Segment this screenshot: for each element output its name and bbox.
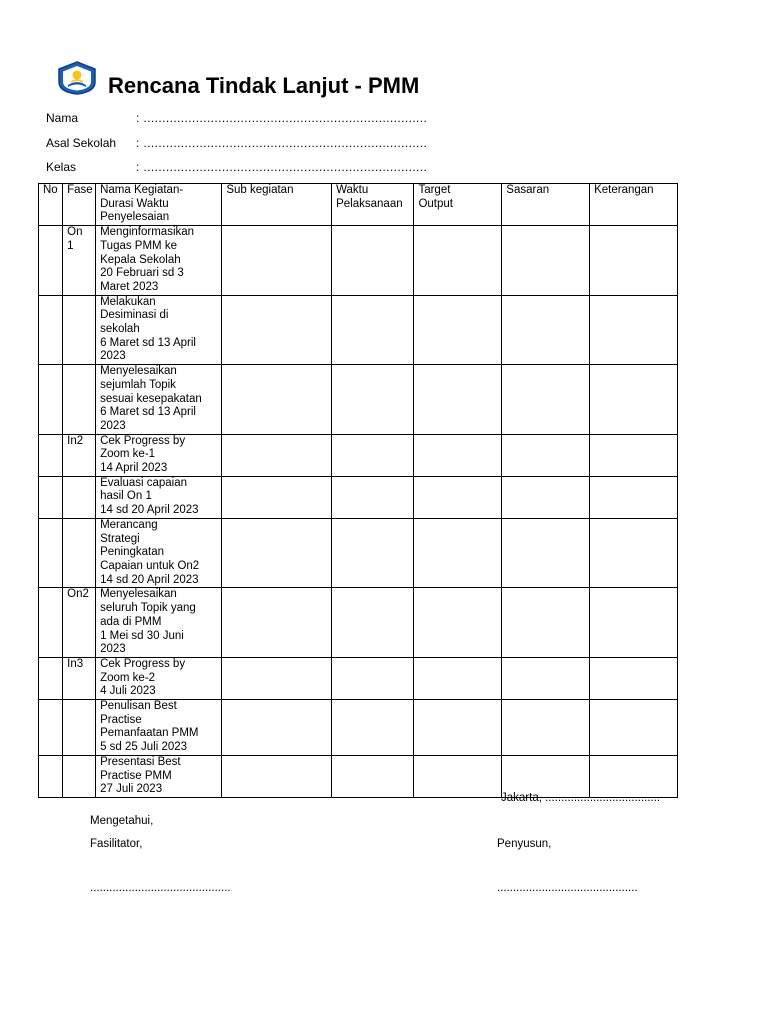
acknowledged-label: Mengetahui, — [90, 815, 154, 827]
cell-fase: On2 — [63, 588, 96, 658]
compiler-label: Penyusun, — [497, 838, 552, 850]
cell-no — [39, 588, 63, 658]
cell-waktu-pelaksanaan — [332, 434, 414, 476]
cell-waktu-pelaksanaan — [332, 365, 414, 435]
asal-sekolah-value: : ............................................................................ — [136, 136, 428, 150]
cell-fase: On 1 — [63, 226, 96, 296]
cell-no — [39, 518, 63, 588]
cell-nama-kegiatan: Melakukan Desiminasi di sekolah 6 Maret sd 13 April 2023 — [96, 295, 222, 365]
cell-keterangan — [590, 434, 678, 476]
cell-fase: In2 — [63, 434, 96, 476]
header-sub-kegiatan: Sub kegiatan — [222, 184, 332, 226]
table-row — [39, 657, 678, 699]
cell-waktu-pelaksanaan — [332, 518, 414, 588]
table-row — [39, 476, 678, 518]
cell-waktu-pelaksanaan — [332, 700, 414, 756]
cell-sub-kegiatan — [222, 518, 332, 588]
cell-waktu-pelaksanaan — [332, 588, 414, 658]
cell-sasaran — [502, 434, 590, 476]
cell-fase — [63, 755, 96, 797]
cell-waktu-pelaksanaan — [332, 755, 414, 797]
cell-sasaran — [502, 295, 590, 365]
cell-waktu-pelaksanaan — [332, 657, 414, 699]
table-header-row — [39, 184, 678, 226]
cell-keterangan — [590, 295, 678, 365]
cell-sub-kegiatan — [222, 588, 332, 658]
header-fase: Fase — [63, 184, 96, 226]
cell-no — [39, 755, 63, 797]
table-row — [39, 365, 678, 435]
cell-sub-kegiatan — [222, 434, 332, 476]
cell-keterangan — [590, 226, 678, 296]
page-title: Rencana Tindak Lanjut - PMM — [108, 73, 420, 98]
cell-sub-kegiatan — [222, 657, 332, 699]
tut-wuri-handayani-logo — [55, 60, 99, 96]
cell-no — [39, 295, 63, 365]
header-nama-kegiatan: Nama Kegiatan- Durasi Waktu Penyelesaian — [96, 184, 222, 226]
cell-no — [39, 657, 63, 699]
cell-sasaran — [502, 226, 590, 296]
cell-no — [39, 365, 63, 435]
cell-keterangan — [590, 518, 678, 588]
cell-fase — [63, 518, 96, 588]
cell-target-output — [414, 295, 502, 365]
cell-no — [39, 226, 63, 296]
header-sasaran: Sasaran — [502, 184, 590, 226]
cell-sub-kegiatan — [222, 700, 332, 756]
nama-label: Nama — [46, 111, 79, 125]
cell-target-output — [414, 657, 502, 699]
facilitator-signature-line: ............................................ — [90, 882, 231, 894]
table-row — [39, 434, 678, 476]
cell-sub-kegiatan — [222, 755, 332, 797]
action-plan-table — [38, 183, 678, 798]
kelas-field — [46, 159, 427, 175]
cell-target-output — [414, 588, 502, 658]
cell-sasaran — [502, 476, 590, 518]
cell-sub-kegiatan — [222, 226, 332, 296]
asal-sekolah-field — [46, 135, 427, 151]
asal-sekolah-label: Asal Sekolah — [46, 136, 117, 150]
cell-keterangan — [590, 476, 678, 518]
table-row — [39, 518, 678, 588]
cell-target-output — [414, 476, 502, 518]
cell-fase — [63, 365, 96, 435]
cell-target-output — [414, 434, 502, 476]
cell-no — [39, 476, 63, 518]
nama-value: : ............................................................................ — [136, 111, 428, 125]
cell-target-output — [414, 365, 502, 435]
cell-keterangan — [590, 588, 678, 658]
cell-nama-kegiatan: Merancang Strategi Peningkatan Capaian untuk On2 14 sd 20 April 2023 — [96, 518, 222, 588]
compiler-signature-line: ............................................ — [497, 882, 638, 894]
cell-nama-kegiatan: Menyelesaikan seluruh Topik yang ada di PMM 1 Mei sd 30 Juni 2023 — [96, 588, 222, 658]
nama-field — [46, 110, 427, 126]
kelas-label: Kelas — [46, 160, 77, 174]
cell-nama-kegiatan: Evaluasi capaian hasil On 1 14 sd 20 April 2023 — [96, 476, 222, 518]
cell-sub-kegiatan — [222, 295, 332, 365]
cell-keterangan — [590, 700, 678, 756]
cell-waktu-pelaksanaan — [332, 226, 414, 296]
cell-fase: In3 — [63, 657, 96, 699]
cell-nama-kegiatan: Cek Progress by Zoom ke-2 4 Juli 2023 — [96, 657, 222, 699]
cell-sasaran — [502, 588, 590, 658]
cell-nama-kegiatan: Menyelesaikan sejumlah Topik sesuai kesepakatan 6 Maret sd 13 April 2023 — [96, 365, 222, 435]
cell-target-output — [414, 755, 502, 797]
cell-waktu-pelaksanaan — [332, 476, 414, 518]
cell-nama-kegiatan: Menginformasikan Tugas PMM ke Kepala Sekolah 20 Februari sd 3 Maret 2023 — [96, 226, 222, 296]
cell-target-output — [414, 226, 502, 296]
header-waktu-pelaksanaan: Waktu Pelaksanaan — [332, 184, 414, 226]
cell-fase — [63, 295, 96, 365]
facilitator-label: Fasilitator, — [90, 838, 143, 850]
place-date-line: Jakarta, .................................... — [501, 792, 661, 804]
cell-sub-kegiatan — [222, 476, 332, 518]
cell-nama-kegiatan: Penulisan Best Practise Pemanfaatan PMM 5 sd 25 Juli 2023 — [96, 700, 222, 756]
cell-nama-kegiatan: Presentasi Best Practise PMM 27 Juli 2023 — [96, 755, 222, 797]
cell-sasaran — [502, 657, 590, 699]
cell-keterangan — [590, 657, 678, 699]
cell-fase — [63, 476, 96, 518]
cell-sasaran — [502, 700, 590, 756]
header-target-output: Target Output — [414, 184, 502, 226]
cell-sasaran — [502, 518, 590, 588]
header-no: No — [39, 184, 63, 226]
cell-no — [39, 434, 63, 476]
table-row — [39, 226, 678, 296]
cell-waktu-pelaksanaan — [332, 295, 414, 365]
cell-target-output — [414, 700, 502, 756]
table-row — [39, 295, 678, 365]
cell-sasaran — [502, 365, 590, 435]
cell-no — [39, 700, 63, 756]
cell-keterangan — [590, 365, 678, 435]
cell-nama-kegiatan: Cek Progress by Zoom ke-1 14 April 2023 — [96, 434, 222, 476]
table-row — [39, 700, 678, 756]
table-row — [39, 588, 678, 658]
cell-fase — [63, 700, 96, 756]
cell-sub-kegiatan — [222, 365, 332, 435]
header-keterangan: Keterangan — [590, 184, 678, 226]
kelas-value: : ............................................................................ — [136, 160, 428, 174]
cell-target-output — [414, 518, 502, 588]
